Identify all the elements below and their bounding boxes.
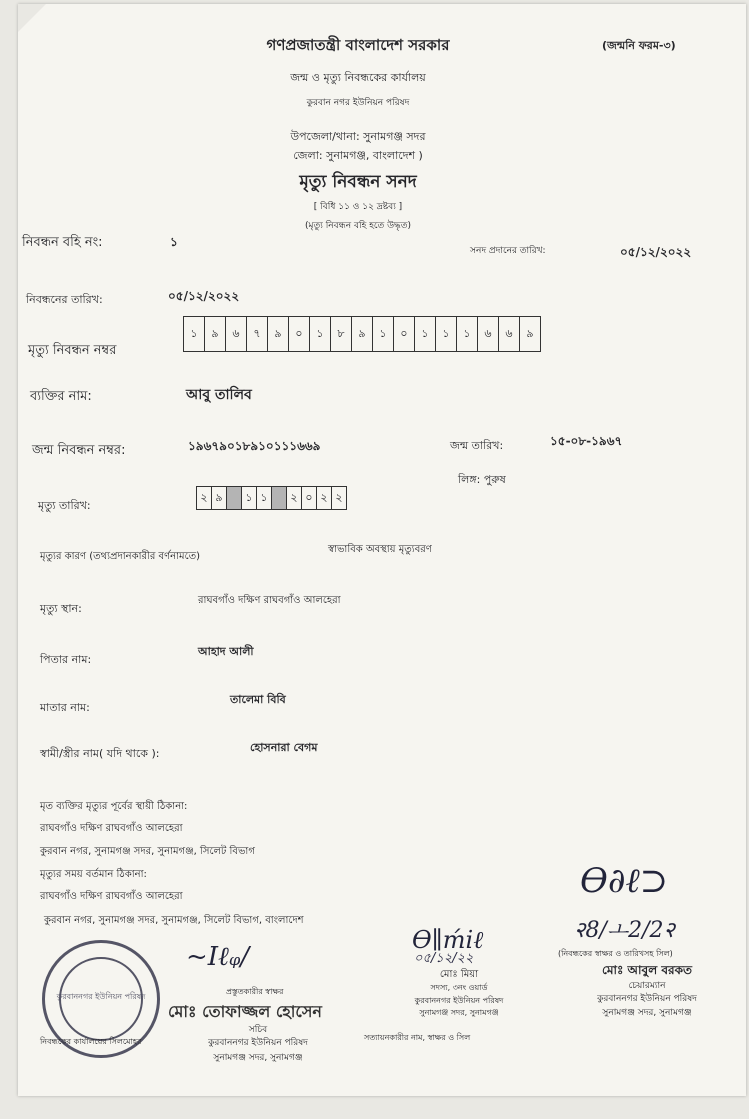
secretary-signature: ~Iℓᵩ∕ xyxy=(186,942,250,972)
registrar-address: সুনামগঞ্জ সদর, সুনামগঞ্জ xyxy=(602,1008,692,1018)
reg-digit: ০ xyxy=(394,317,415,351)
cause-label: মৃত্যুর কারণ (তথ্যপ্রদানকারীর বর্ণনামতে) xyxy=(40,551,201,562)
secretary-name: মোঃ তোফাজ্জল হোসেন xyxy=(168,1002,322,1021)
reg-digit: ১ xyxy=(373,317,394,351)
seal-text: কুরবাননগর ইউনিয়ন পরিষদ xyxy=(56,992,146,1001)
present-address-line2: কুরবান নগর, সুনামগঞ্জ সদর, সুনামগঞ্জ, সিলেট বিভাগ, বাংলাদেশ xyxy=(44,915,304,926)
date-digit: ২ xyxy=(317,487,332,509)
date-digit: ৯ xyxy=(212,487,227,509)
folded-corner xyxy=(18,4,46,32)
permanent-address-label: মৃত ব্যক্তির মৃত্যুর পূর্বের স্থায়ী ঠিকানা: xyxy=(40,801,188,812)
member-signature: Ѳ∥ḿiℓ xyxy=(412,926,484,954)
register-book-label: নিবন্ধন বহি নং: xyxy=(22,235,103,250)
registrar-office: কুরবাননগর ইউনিয়ন পরিষদ xyxy=(597,994,697,1004)
mother-value: তালেমা বিবি xyxy=(230,693,286,706)
present-address-line1: রাঘবগাঁও দক্ষিণ রাঘবগাঁও আলহেরা xyxy=(40,891,183,902)
date-digit: ২ xyxy=(335,491,343,504)
permanent-address-line2: কুরবান নগর, সুনামগঞ্জ সদর, সুনামগঞ্জ, সিলেট বিভাগ xyxy=(40,846,255,857)
upazila-line: উপজেলা/থানা: সুনামগঞ্জ সদর xyxy=(290,130,426,143)
register-note: (মৃত্যু নিবন্ধন বহি হতে উদ্ধৃত) xyxy=(304,221,412,231)
reg-digit: ৬ xyxy=(226,317,247,351)
spouse-label: স্বামী/স্ত্রীর নাম( যদি থাকে ): xyxy=(40,747,160,760)
father-label: পিতার নাম: xyxy=(40,653,92,666)
union-name: কুরবান নগর ইউনিয়ন পরিষদ xyxy=(306,98,410,108)
govt-title: গণপ্রজাতন্ত্রী বাংলাদেশ সরকার xyxy=(266,36,450,54)
permanent-address-line1: রাঘবগাঁও দক্ষিণ রাঘবগাঁও আলহেরা xyxy=(40,823,183,834)
member-caption: সত্যায়নকারীর নাম, স্বাক্ষর ও সিল xyxy=(364,1033,471,1042)
office-name: জন্ম ও মৃত্যু নিবন্ধকের কার্যালয় xyxy=(290,71,426,84)
reg-digit: ০ xyxy=(289,317,310,351)
rule-reference: [ বিধি ১১ ও ১২ দ্রষ্টব্য ] xyxy=(313,202,403,212)
reg-digit: ১ xyxy=(415,317,436,351)
member-name: মোঃ মিয়া xyxy=(439,969,479,980)
certificate-sheet xyxy=(18,4,746,1096)
birth-reg-no-value: ১৯৬৭৯০১৮৯১০১১১৬৬৯ xyxy=(188,439,321,453)
cause-value: স্বাভাবিক অবস্থায় মৃত্যুবরণ xyxy=(328,544,432,555)
reg-digit: ৯ xyxy=(268,317,289,351)
register-book-value: ১ xyxy=(170,235,178,249)
issue-date-label: সনদ প্রদানের তারিখ: xyxy=(470,246,546,256)
reg-digit: ৯ xyxy=(526,327,534,340)
secretary-office: কুরবাননগর ইউনিয়ন পরিষদ xyxy=(208,1038,308,1048)
death-place-value: রাঘবগাঁও দক্ষিণ রাঘবগাঁও আলহেরা xyxy=(198,595,341,606)
reg-digit: ১ xyxy=(310,317,331,351)
date-digit: ১ xyxy=(242,487,257,509)
reg-digit: ৬ xyxy=(499,317,520,351)
death-place-label: মৃত্যু স্থান: xyxy=(40,602,82,615)
form-number: (জন্মনি ফরম-৩) xyxy=(602,39,676,52)
reg-digit: ৯ xyxy=(352,317,373,351)
birth-reg-no-label: জন্ম নিবন্ধন নম্বর: xyxy=(32,443,126,458)
secretary-caption: প্রস্তুতকারীর স্বাক্ষর xyxy=(226,987,284,996)
issue-date-value: ০৫/১২/২০২২ xyxy=(620,245,692,259)
member-address: সুনামগঞ্জ সদর, সুনামগঞ্জ xyxy=(419,1008,499,1017)
person-name-value: আবু তালিব xyxy=(186,387,252,403)
date-digit: ২ xyxy=(287,487,302,509)
reg-digit: ৮ xyxy=(331,317,352,351)
death-date-label: মৃত্যু তারিখ: xyxy=(38,499,91,512)
mother-label: মাতার নাম: xyxy=(40,701,90,714)
member-office: কুরবাননগর ইউনিয়ন পরিষদ xyxy=(414,996,504,1005)
reg-digit: ৭ xyxy=(247,317,268,351)
death-reg-no-boxes xyxy=(183,316,541,352)
death-reg-no-label: মৃত্যু নিবন্ধন নম্বর xyxy=(28,343,117,358)
certificate-title: মৃত্যু নিবন্ধন সনদ xyxy=(299,172,417,192)
registrar-date-signature: २8/ㅗ2/2२ xyxy=(574,918,675,943)
date-separator xyxy=(272,487,287,509)
date-separator xyxy=(227,487,242,509)
registrar-signature: Ѳ∂ℓ⊃ xyxy=(580,861,669,901)
reg-digit: ১ xyxy=(457,317,478,351)
reg-digit: ৯ xyxy=(205,317,226,351)
reg-date-value: ০৫/১২/২০২২ xyxy=(168,289,240,303)
death-date-boxes xyxy=(196,486,347,510)
reg-date-label: নিবন্ধনের তারিখ: xyxy=(26,293,103,306)
handwritten-date: ০৫/১২/২২ xyxy=(414,951,474,966)
father-value: আহাদ আলী xyxy=(198,645,254,658)
birth-date-value: ১৫-০৮-১৯৬৭ xyxy=(550,434,623,448)
secretary-title: সচিব xyxy=(248,1025,268,1035)
present-address-label: মৃত্যুর সময় বর্তমান ঠিকানা: xyxy=(40,869,147,880)
reg-digit: ৬ xyxy=(478,317,499,351)
registrar-title: চেয়ারম্যান xyxy=(628,981,666,991)
birth-date-label: জন্ম তারিখ: xyxy=(450,439,504,452)
secretary-address: সুনামগঞ্জ সদর, সুনামগঞ্জ xyxy=(213,1053,303,1063)
spouse-value: হোসনারা বেগম xyxy=(250,741,318,754)
registrar-name: মোঃ আবুল বরকত xyxy=(601,963,693,977)
member-title: সদস্য, ৩নং ওয়ার্ড xyxy=(430,983,488,992)
date-digit: ১ xyxy=(257,487,272,509)
seal-caption: নিবন্ধকের কার্যালয়ের সিলমোহর xyxy=(40,1037,142,1046)
district-line: জেলা: সুনামগঞ্জ, বাংলাদেশ ) xyxy=(293,149,423,162)
person-name-label: ব্যক্তির নাম: xyxy=(30,389,92,404)
reg-digit: ১ xyxy=(184,317,205,351)
reg-digit: ১ xyxy=(436,317,457,351)
registrar-caption: (নিবন্ধকের স্বাক্ষর ও তারিখসহ সিল) xyxy=(558,949,673,958)
date-digit: ২ xyxy=(197,487,212,509)
date-digit: ০ xyxy=(302,487,317,509)
sex-value: লিঙ্গ: পুরুষ xyxy=(458,473,506,486)
